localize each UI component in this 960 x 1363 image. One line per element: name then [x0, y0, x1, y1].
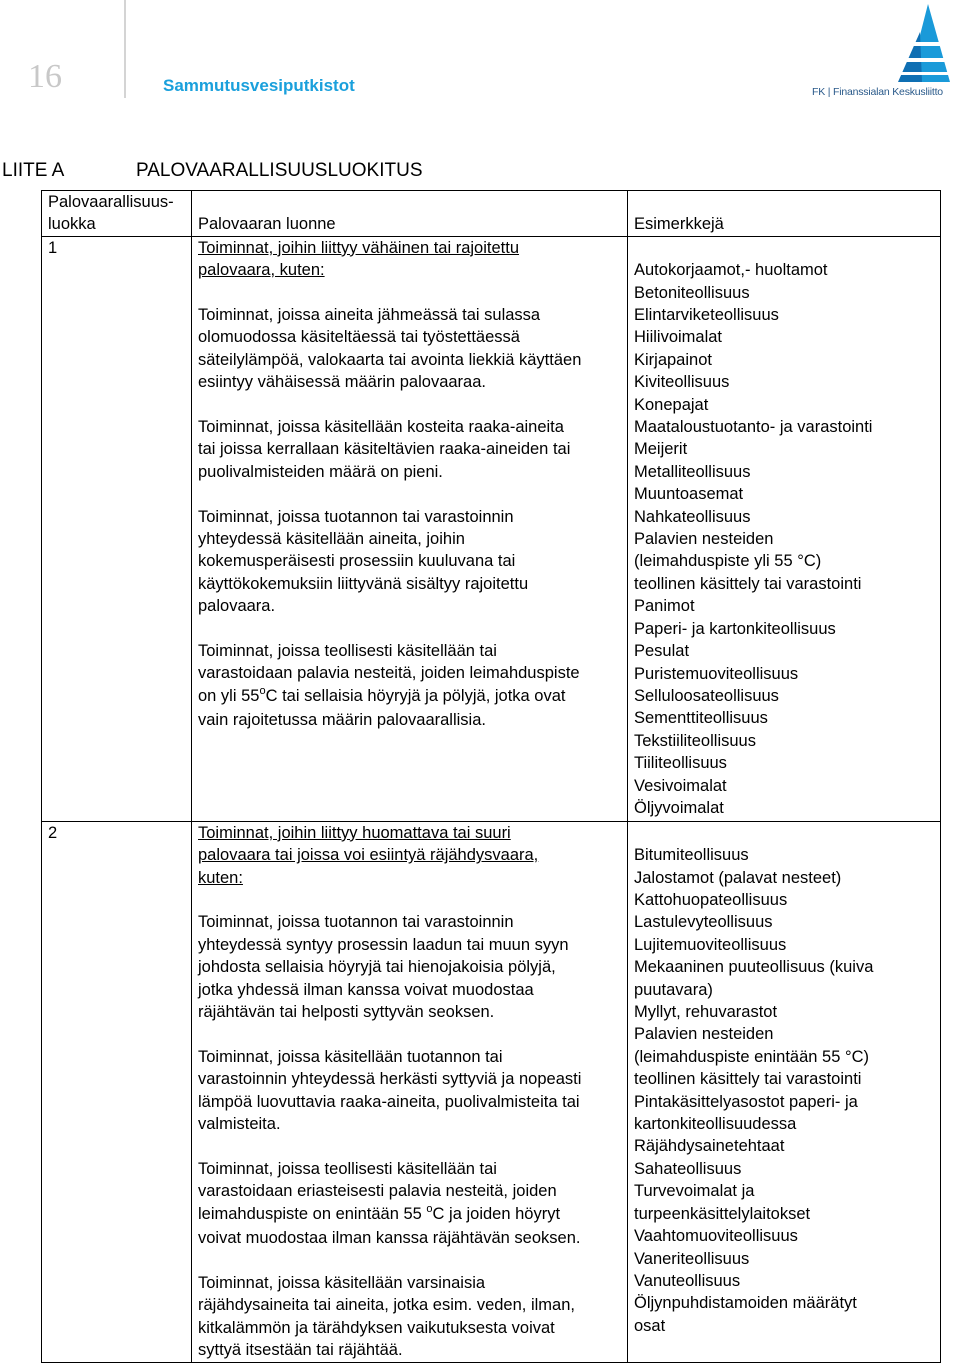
example-item: Öljynpuhdistamoiden määrätyt: [634, 1294, 857, 1313]
examples-cell: [628, 236, 941, 821]
example-item: Pesulat: [634, 642, 690, 661]
example-item: Turvevoimalat ja: [634, 1182, 755, 1201]
example-item: Kiviteollisuus: [634, 373, 730, 392]
example-item: Sementtiteollisuus: [634, 709, 768, 728]
examples-cell: [628, 821, 941, 1362]
header-nature: Palovaaran luonne: [192, 191, 628, 237]
example-item: teollinen käsittely tai varastointi: [634, 574, 862, 593]
example-item: Elintarviketeollisuus: [634, 306, 779, 325]
example-item: Palavien nesteiden: [634, 1025, 774, 1044]
degree-superscript: o: [426, 1202, 433, 1215]
example-item: Konepajat: [634, 395, 709, 414]
description-paragraph: Toiminnat, joissa tuotannon tai varastoinnin yhteydessä käsitellään aineita, joihin kokemusperäisesti prosessiin kuuluvana tai käyttökokemuksiin liittyvänä sisältyy rajoitettu palovaara.: [198, 507, 529, 616]
example-item: (leimahduspiste yli 55 °C): [634, 552, 822, 571]
header-examples: Esimerkkejä: [628, 191, 941, 237]
example-item: Tiiliteollisuus: [634, 754, 727, 773]
description-paragraph: Toiminnat, joissa aineita jähmeässä tai sulassa olomuodossa käsiteltäessä tai työstettäessä säteilylämpöä, valokaarta tai avointa liekkiä käyttäen esiintyy vähäisessä määrin palovaaraa.: [198, 306, 582, 392]
example-item: Pintakäsittelyasostot paperi- ja: [634, 1092, 858, 1111]
example-item: Räjähdysainetehtaat: [634, 1137, 785, 1156]
example-item: Kattohuopateollisuus: [634, 891, 788, 910]
appendix-label: LIITE A: [2, 160, 65, 181]
example-item: kartonkiteollisuudessa: [634, 1115, 797, 1134]
description-paragraph: Toiminnat, joissa tuotannon tai varastoinnin yhteydessä syntyy prosessin laadun tai muun syyn johdosta sellaisia höyryjä tai hienojakoisia pölyjä, jotka yhdessä ilman kanssa voivat muodostaa räjähtävän tai helposti syttyvän seoksen.: [198, 913, 569, 1022]
example-item: Vaneriteollisuus: [634, 1249, 750, 1268]
example-item: Sahateollisuus: [634, 1159, 742, 1178]
example-item: turpeenkäsittelylaitokset: [634, 1204, 811, 1223]
description-paragraph: Toiminnat, joissa käsitellään kosteita raaka-aineita tai joissa kerrallaan käsiteltävien raaka-aineiden tai puolivalmisteiden määrä on pieni.: [198, 418, 571, 481]
example-item: Vesivoimalat: [634, 776, 727, 795]
example-item: Lastulevyteollisuus: [634, 913, 773, 932]
examples-list: [634, 844, 934, 1337]
example-item: Maataloustuotanto- ja varastointi: [634, 418, 873, 437]
example-item: puutavara): [634, 980, 713, 999]
example-item: Paperi- ja kartonkiteollisuus: [634, 619, 836, 638]
example-item: teollinen käsittely tai varastointi: [634, 1070, 862, 1089]
example-item: Hiilivoimalat: [634, 328, 723, 347]
hazard-description: [192, 821, 628, 1362]
example-item: Vaahtomuoviteollisuus: [634, 1227, 798, 1246]
example-item: Metalliteollisuus: [634, 462, 751, 481]
table-row: [42, 821, 941, 1362]
paragraph-text: Toiminnat, joissa teollisesti käsitellään tai varastoidaan eriasteisesti palavia nesteitä, joiden leimahduspiste on enintään 55: [198, 1159, 557, 1223]
appendix-title: PALOVAARALLISUUSLUOKITUS: [136, 160, 423, 181]
fk-logo-mark-icon: [812, 2, 954, 86]
example-item: Puristemuoviteollisuus: [634, 664, 799, 683]
example-item: Autokorjaamot,- huoltamot: [634, 261, 828, 280]
document-title: Sammutusvesiputkistot: [163, 76, 355, 95]
paragraph-text: C ja joiden höyryt voivat muodostaa ilman kanssa räjähtävän seoksen.: [198, 1204, 581, 1248]
example-item: Panimot: [634, 597, 695, 616]
class-number: 2: [42, 821, 192, 1362]
example-item: Bitumiteollisuus: [634, 846, 749, 865]
example-item: Tekstiiliteollisuus: [634, 731, 756, 750]
example-item: Palavien nesteiden: [634, 530, 774, 549]
description-paragraph: Toiminnat, joissa käsitellään tuotannon tai varastoinnin yhteydessä herkästi syttyviä ja nopeasti lämpöä luovuttavia raaka-aineita, puolivalmisteita tai valmisteita.: [198, 1047, 582, 1134]
example-item: Vanuteollisuus: [634, 1271, 741, 1290]
example-item: Betoniteollisuus: [634, 283, 750, 302]
example-item: Mekaaninen puuteollisuus (kuiva: [634, 958, 874, 977]
example-item: Kirjapainot: [634, 350, 712, 369]
example-item: Muuntoasemat: [634, 485, 744, 504]
description-paragraph: [198, 1158, 621, 1250]
example-item: Jalostamot (palavat nesteet): [634, 868, 842, 887]
header-class: Palovaarallisuus- luokka: [42, 191, 192, 237]
description-paragraph: Toiminnat, joissa käsitellään varsinaisia räjähdysaineita tai aineita, jotka esim. veden, ilman, kitkalämmön ja tärähdyksen vaikutuksesta voivat syttyä itsestään tai räjähtää.: [198, 1273, 575, 1360]
description-paragraph: [198, 640, 621, 732]
example-item: Meijerit: [634, 440, 688, 459]
paragraph-text: C tai sellaisia höyryjä ja pölyjä, jotka ovat vain rajoitetussa määrin palovaarallisia.: [198, 686, 566, 730]
hazard-description: [192, 236, 628, 821]
example-item: (leimahduspiste enintään 55 °C): [634, 1047, 869, 1066]
example-item: Lujitemuoviteollisuus: [634, 935, 787, 954]
example-item: Öljyvoimalat: [634, 798, 724, 817]
page-number: 16: [28, 58, 62, 95]
paragraph-text: Toiminnat, joissa teollisesti käsitellään tai varastoidaan palavia nesteitä, joiden leimahduspiste on yli 55: [198, 642, 580, 705]
class-intro: Toiminnat, joihin liittyy huomattava tai suuri palovaara tai joissa voi esiintyä räjähdysvaara, kuten:: [198, 823, 539, 887]
class-intro: Toiminnat, joihin liittyy vähäinen tai rajoitettu palovaara, kuten:: [198, 238, 520, 280]
logo-text: FK | Finanssialan Keskusliitto: [812, 86, 943, 98]
header-divider: [124, 0, 126, 98]
degree-superscript: o: [259, 684, 266, 697]
examples-list: [634, 259, 934, 819]
example-item: Nahkateollisuus: [634, 507, 751, 526]
example-item: Myllyt, rehuvarastot: [634, 1003, 778, 1022]
fk-logo: [812, 2, 954, 98]
fire-hazard-classification-table: [41, 190, 941, 1363]
table-header-row: [42, 191, 941, 237]
class-number: 1: [42, 236, 192, 821]
table-row: [42, 236, 941, 821]
example-item: Selluloosateollisuus: [634, 686, 779, 705]
example-item: osat: [634, 1316, 666, 1335]
